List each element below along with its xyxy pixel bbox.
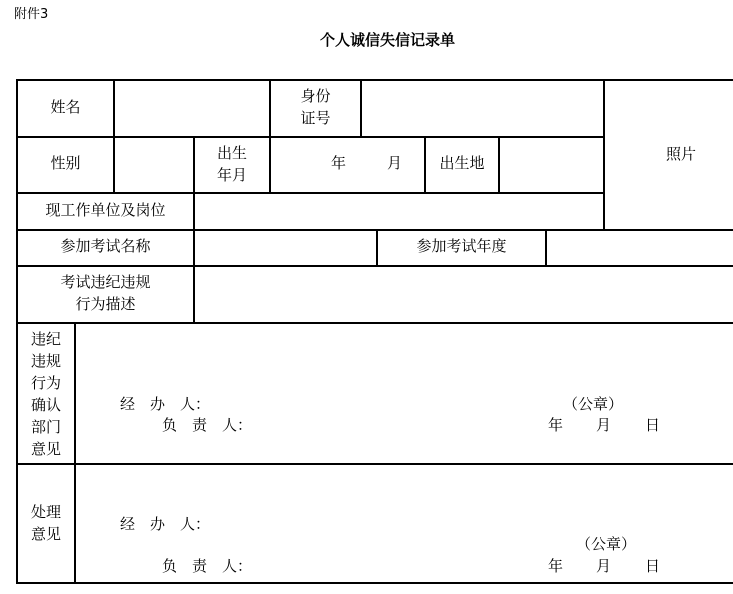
name-label: 姓名 (50, 98, 81, 116)
workplace-field[interactable] (195, 194, 603, 229)
gender-field[interactable] (115, 138, 193, 192)
handling-month-char: 月 (596, 557, 612, 575)
confirm-year-char: 年 (548, 416, 564, 434)
confirm-month-char: 月 (596, 416, 612, 434)
violation-desc-label-line2: 行为描述 (75, 295, 136, 313)
confirm-responsible-label: 负 责 人： (162, 416, 253, 434)
id-number-field[interactable] (362, 81, 603, 136)
handling-label-2: 意见 (30, 525, 61, 543)
confirm-label-3: 行为 (30, 374, 61, 392)
confirm-label-5: 部门 (30, 418, 61, 436)
confirm-label-1: 违纪 (30, 330, 61, 348)
handling-label-1: 处理 (30, 503, 61, 521)
birthplace-field[interactable] (500, 138, 603, 192)
exam-name-label: 参加考试名称 (60, 237, 151, 255)
handling-day-char: 日 (645, 557, 661, 575)
handling-seal-label: （公章） (576, 535, 637, 553)
violation-desc-label-line1: 考试违纪违规 (60, 273, 151, 291)
photo-label: 照片 (665, 145, 696, 163)
confirm-handler-label: 经 办 人： (120, 395, 211, 413)
attachment-label: 附件3 (14, 7, 49, 22)
confirm-label-4: 确认 (30, 396, 61, 414)
gender-label: 性别 (50, 154, 81, 172)
confirm-label-6: 意见 (30, 440, 61, 458)
handling-responsible-label: 负 责 人： (162, 557, 253, 575)
exam-year-label: 参加考试年度 (416, 237, 507, 255)
confirm-label-2: 违规 (30, 352, 61, 370)
handling-year-char: 年 (548, 557, 564, 575)
workplace-label: 现工作单位及岗位 (45, 201, 166, 219)
birth-date-label-line1: 出生 (216, 144, 247, 162)
id-number-label-line2: 证号 (300, 109, 331, 127)
birth-date-field[interactable] (271, 138, 424, 192)
violation-desc-field[interactable] (195, 267, 733, 322)
confirm-seal-label: （公章） (563, 395, 624, 413)
birth-date-label-line2: 年月 (216, 166, 247, 184)
birth-month-char: 月 (387, 154, 403, 172)
birth-year-char: 年 (331, 154, 347, 172)
id-number-label-line1: 身份 (300, 87, 331, 105)
birthplace-label: 出生地 (439, 154, 485, 172)
page-title: 个人诚信失信记录单 (319, 31, 455, 49)
exam-name-field[interactable] (195, 231, 376, 265)
photo-area[interactable] (605, 81, 733, 229)
table-line (16, 582, 733, 584)
handling-handler-label: 经 办 人： (120, 515, 211, 533)
name-field[interactable] (115, 81, 269, 136)
confirm-opinion-field[interactable] (76, 324, 733, 463)
exam-year-field[interactable] (547, 231, 733, 265)
confirm-day-char: 日 (645, 416, 661, 434)
